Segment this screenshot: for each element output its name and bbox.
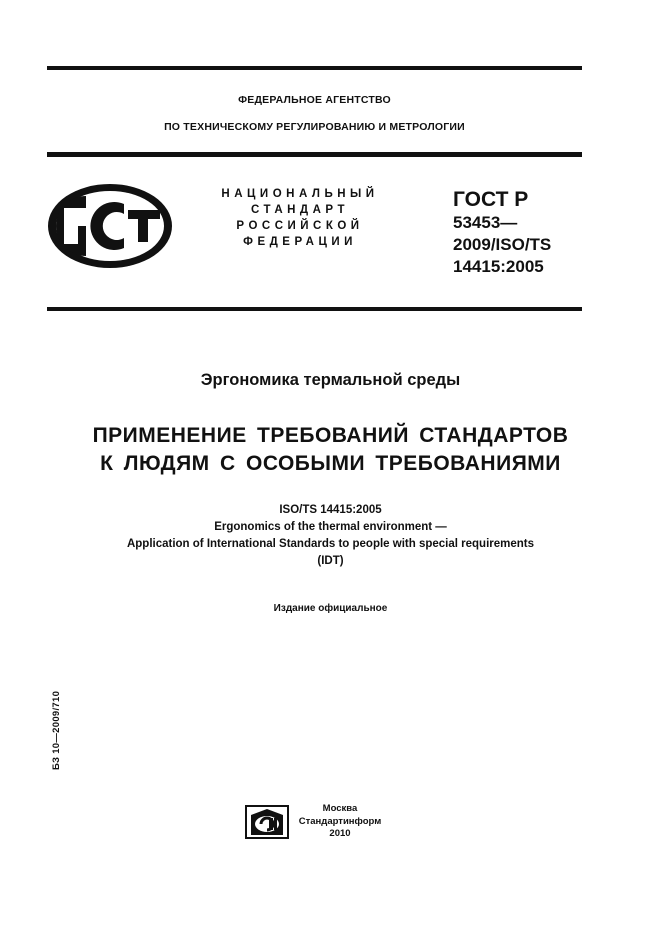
- document-title: [47, 422, 614, 478]
- intl-line: Application of International Standards to people with special requirements: [126, 538, 535, 550]
- agency-name-line1: ФЕДЕРАЛЬНОЕ АГЕНТСТВО: [238, 94, 391, 106]
- top-rule: [47, 66, 582, 70]
- standartinform-logo-icon: [245, 805, 289, 839]
- national-standard-label: [200, 186, 400, 250]
- gost-line: 14415:2005: [453, 257, 544, 276]
- intl-line: Ergonomics of the thermal environment —: [214, 521, 447, 533]
- pct-rost-mark-icon: [46, 182, 174, 270]
- national-line: РОССИЙСКОЙ: [236, 220, 364, 232]
- lower-thick-rule: [47, 307, 582, 311]
- intl-line: ISO/TS 14415:2005: [279, 504, 382, 516]
- side-code: БЗ 10—2009/710: [51, 690, 62, 770]
- national-line: ФЕДЕРАЦИИ: [243, 236, 357, 248]
- document-subtitle: Эргономика термальной среды: [200, 371, 461, 389]
- intl-line: (IDT): [317, 555, 344, 567]
- upper-thick-rule: [47, 152, 582, 157]
- gost-line: ГОСТ Р: [453, 188, 529, 211]
- edition-label: Издание официальное: [273, 603, 388, 614]
- publisher-line: Стандартинформ: [298, 815, 382, 827]
- agency-name-line2: ПО ТЕХНИЧЕСКОМУ РЕГУЛИРОВАНИЮ И МЕТРОЛОГИИ: [164, 121, 465, 133]
- publisher-line: 2010: [329, 828, 351, 839]
- national-line: СТАНДАРТ: [251, 204, 349, 216]
- national-line: НАЦИОНАЛЬНЫЙ: [221, 188, 379, 200]
- publisher-info: [297, 803, 383, 841]
- publisher-line: Москва: [322, 803, 358, 814]
- gost-line: 2009/ISO/TS: [453, 235, 552, 254]
- gost-line: 53453—: [453, 213, 518, 232]
- title-line: К ЛЮДЯМ С ОСОБЫМИ ТРЕБОВАНИЯМИ: [100, 452, 561, 475]
- title-line: ПРИМЕНЕНИЕ ТРЕБОВАНИЙ СТАНДАРТОВ: [92, 424, 569, 447]
- international-reference: [47, 502, 614, 570]
- gost-designation: [453, 188, 551, 278]
